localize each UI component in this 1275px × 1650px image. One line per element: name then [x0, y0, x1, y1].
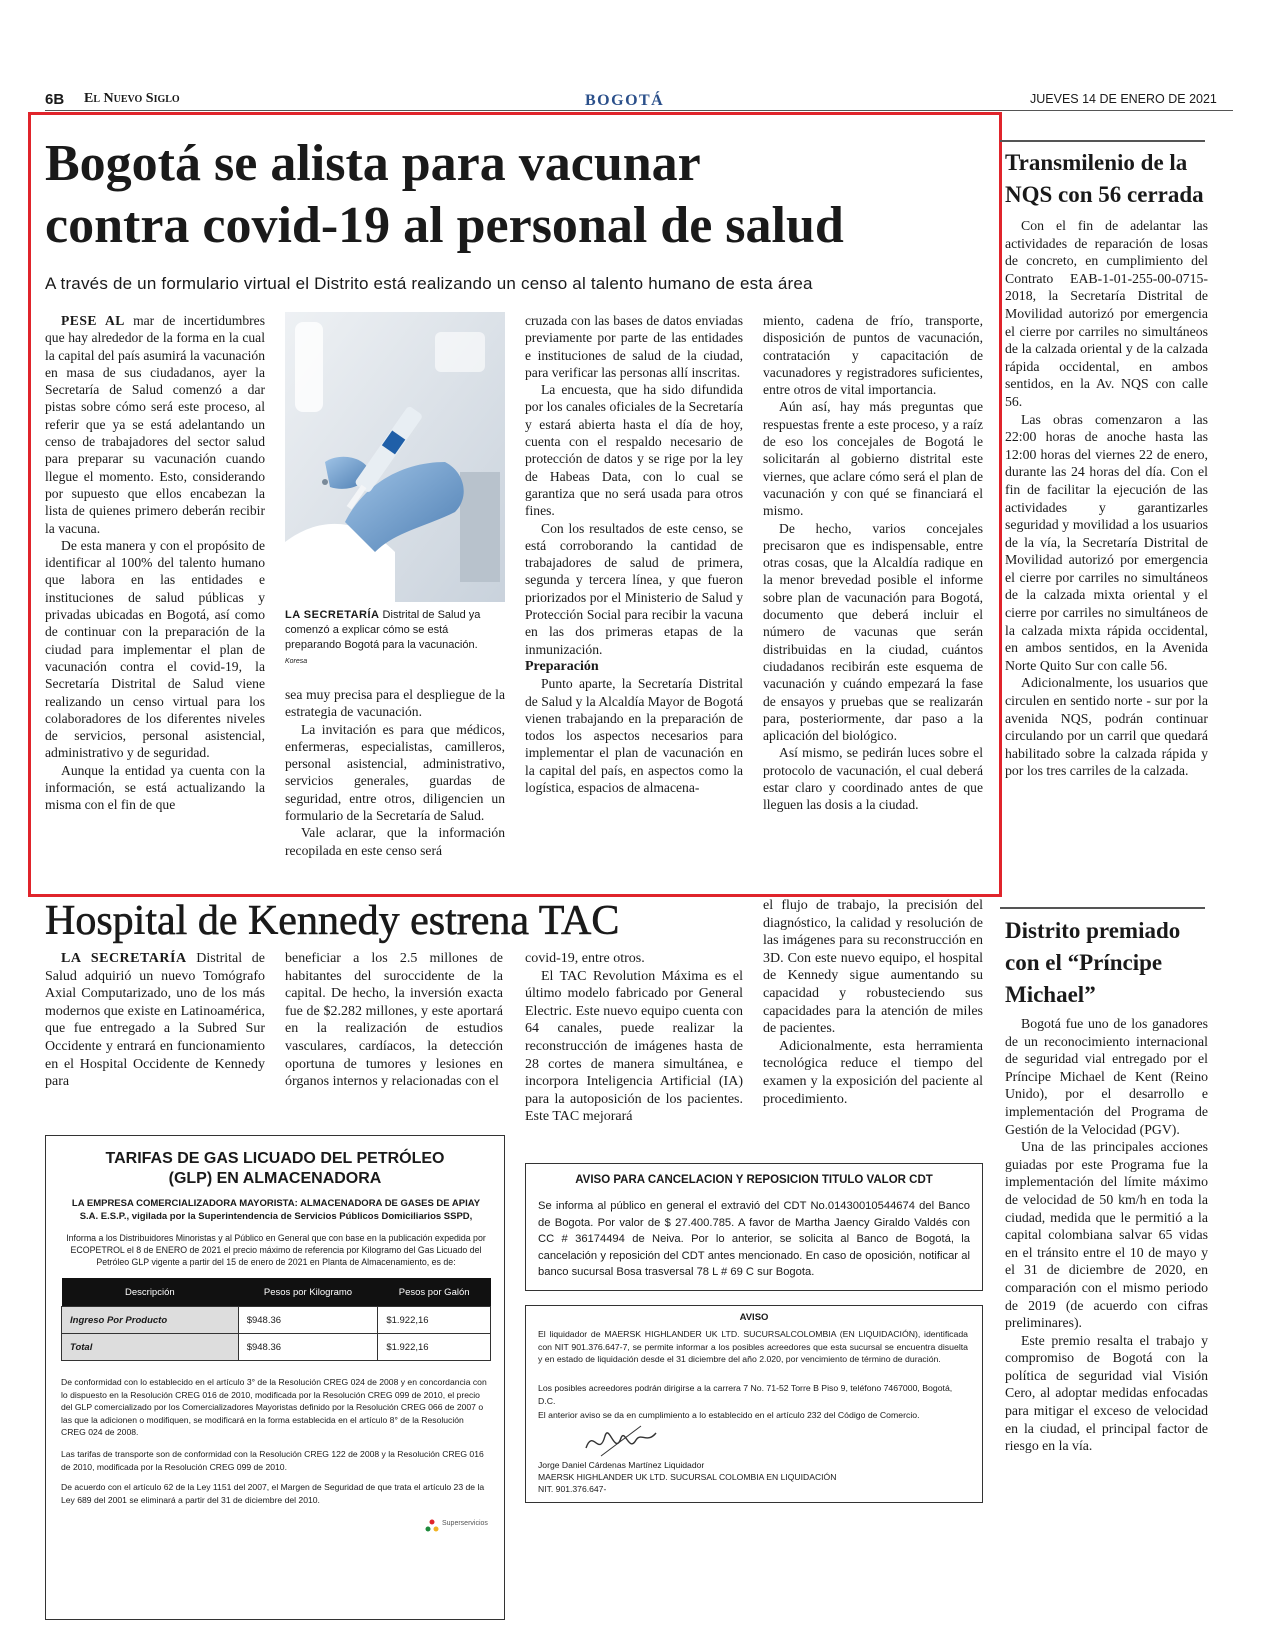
main-headline-line2: contra covid-19 al personal de salud — [45, 197, 844, 254]
cdt-notice — [525, 1163, 983, 1291]
cdt-title: AVISO PARA CANCELACION Y REPOSICION TITULO VALOR CDT — [575, 1174, 933, 1186]
glp-notice — [45, 1135, 505, 1620]
glp-intro: Informa a los Distribuidores Minoristas y al Público en General que con base en la publicación expedida por ECOPETROL el 8 de ENERO de 2021 el precio máximo de referencia por Kilogramo del Gas Licuado del Petróleo GLP vigente a partir del 15 de enero de 2021 en Planta de Almacenamiento, es de: — [66, 1233, 486, 1267]
sidebar1-body: Con el fin de adelantar las actividades de reparación de losas de concreto, en cumplimiento del Contrato EAB-1-01-255-00-0715-2018, la Secretaría Distrital de Movilidad autorizó por emergencia el cierre por carriles no simultáneos de la calzada oriental y de la calzada rápida occidental, en ambos sentidos, en la Av. NQS con calle 56. Las obras comenzaron a las 22:00 horas de anoche hasta las 12:00 horas del viernes 22 de enero, durante las 24 horas del día. Con el fin de facilitar la ejecución de las actividades y garantizarles seguridad y movilidad a los usuarios de la vía, la Secretaría Distrital de Movilidad autorizó por emergencia el cierre por carriles no simultáneos de la calzada mixta oriental y el cierre por carriles no simultáneos de la calzada mixta rápida occidental, en ambos sentidos, en la Avenida Norte Quito Sur con calle 56. Adicionalmente, los usuarios que circulen en sentido norte - sur por la avenida NQS, podrán continuar circulando por un carril que quedará habilitado sobre la calzada rápida y por los tres carriles de la calzada. — [1005, 218, 1208, 779]
main-deck: A través de un formulario virtual el Distrito está realizando un censo al talento humano de esta área — [45, 274, 813, 293]
kennedy-headline: Hospital de Kennedy estrena TAC — [45, 898, 620, 944]
main-headline-line1: Bogotá se alista para vacunar — [45, 135, 701, 192]
glp-price-table — [61, 1278, 491, 1361]
main-col-4: miento, cadena de frío, transporte, disposición de puntos de vacunación, contratación y capacitación de vacunadores y registradores suficientes, entre otros de vital importancia. Aún así, hay más preguntas que respuestas frente a este proceso, y a raíz de eso los concejales de Bogotá le solicitarán al gobierno distrital este viernes, que aclare cómo será el plan de vacunación y con qué se financiará el mismo. De hecho, varios concejales precisaron que es indispensable, entre otras cosas, que la Alcaldía radique en la menor brevedad posible el informe sobre plan de vacunación para Bogotá, documento que deberá incluir el número de vacunas que serán distribuidas en la ciudad, cuántos ciudadanos recibirán este esquema de vacunación y cuándo empezará la fase de ensayos y pruebas que se realizarán para, posteriormente, dar paso a la aplicación del biológico. Así mismo, se pedirán luces sobre el protocolo de vacunación, el cual deberá estar claro y coordinado antes de que lleguen las dosis a la ciudad. — [763, 313, 983, 813]
table-row: Ingreso Por Producto $948.36 $1.922,16 — [62, 1307, 491, 1334]
superservicios-logo: Superservicios — [424, 1514, 494, 1544]
vaccine-photo — [285, 312, 505, 602]
main-col-1: PESE AL mar de incertidumbres que hay alrededor de la forma en la cual la capital del país asumirá la vacunación en masa de sus ciudadanos, ayer la Secretaría de Salud comenzó a dar pistas sobre cómo será este proceso, al referir que ya se está adelantando un censo de trabajadores del sector salud para preparar su vacunación cuando llegue el momento. Esto, considerando por supuesto que ellos encabezan la lista de quienes primero deberán recibir la vacuna. De esta manera y con el propósito de identificar al 100% del talento humano que labora en las entidades e instituciones de salud públicas y privadas ubicadas en Bogotá, así como de continuar con la preparación de la ciudad para implementar el plan de vacunación contra el covid-19, la Secretaría Distrital de Salud viene realizando un censo virtual para los colaboradores de los diferentes niveles de servicios, personal asistencial, administrativo y de seguridad. Aunque la entidad ya cuenta con la información, se está actualizando la misma con el fin de que — [45, 313, 265, 813]
glp-company: LA EMPRESA COMERCIALIZADORA MAYORISTA: ALMACENADORA DE GASES DE APIAY S.A. E.S.P., vigilada por la Superintendencia de Servicios Públicos Domiciliarios SSPD, — [71, 1198, 481, 1222]
signature-scribble — [581, 1418, 661, 1463]
maersk-sig-1: Jorge Daniel Cárdenas Martínez Liquidador — [538, 1460, 705, 1470]
main-col-2: sea muy precisa para el despliegue de la estrategia de vacunación. La invitación es para que médicos, enfermeras, especialistas, camilleros, personal asistencial, administrativo, servicios generales, guardas de seguridad, entre otros, diligencien un formulario de la Secretaría de Salud. Vale aclarar, que la información recopilada en este censo será — [285, 687, 505, 858]
section-label: BOGOTÁ — [585, 92, 665, 109]
glp-footnote-2: Las tarifas de transporte son de conformidad con la Resolución CREG 122 de 2008 y la Resolución CREG 016 de 2010, modificada por la Resolución CREG 099 de 2010. — [61, 1449, 484, 1472]
sidebar1-headline: Transmilenio de la NQS con 56 cerrada — [1005, 150, 1204, 207]
kennedy-col-4: el flujo de trabajo, la precisión del diagnóstico, la calidad y resolución de las imágenes para su reconstrucción en 3D. Con este nuevo equipo, el hospital de Kennedy sigue aumentando su capacidad y robusteciendo sus capacidades para la atención de miles de pacientes. Adicionalmente, esta herramienta tecnológica reduce el tiempo del examen y la exposición del paciente al procedimiento. — [763, 898, 983, 1107]
photo-caption: LA SECRETARÍA Distrital de Salud ya comenzó a explicar cómo se está preparando Bogotá para la vacunación. Koresa — [285, 609, 481, 665]
maersk-sig-2: MAERSK HIGHLANDER UK LTD. SUCURSAL COLOMBIA EN LIQUIDACIÓN — [538, 1472, 837, 1482]
maersk-p1: El liquidador de MAERSK HIGHLANDER UK LTD. SUCURSALCOLOMBIA (EN LIQUIDACIÓN), identificada con NIT 901.376.647-7, se permite informar a los posibles acreedores que esta sucursal se encuentra disuelta y en estado de liquidación desde el 31 diciembre del año 2.020, por vencimiento de término de duración. — [538, 1329, 968, 1365]
sidebar-mid-rule — [1000, 907, 1205, 909]
header-rule — [45, 110, 1233, 111]
cdt-body: Se informa al público en general el extravió del CDT No.01430010544674 del Banco de Bogota. Por valor de $ 27.400.785. A favor de Martha Jaency Giraldo Valdés con CC # 36174494 de Neiva. Por lo anterior, se solicita al Banco de Bogotá, la cancelación y reposición del CDT antes mencionado. En caso de oposición, notificar al banco sucursal Bosa trasversal 78 L # 69 C sur Bogota. — [538, 1200, 970, 1278]
maersk-notice — [525, 1305, 983, 1503]
maersk-p2: Los posibles acreedores podrán dirigirse a la carrera 7 No. 71-52 Torre B Piso 9, teléfono 7467000, Bogotá, D.C. — [538, 1383, 953, 1406]
glp-table-header: Descripción Pesos por Kilogramo Pesos por Galón — [62, 1278, 491, 1307]
glp-title-1: TARIFAS DE GAS LICUADO DEL PETRÓLEO — [105, 1150, 445, 1167]
lead-word: PESE AL — [61, 313, 125, 328]
glp-footnote-1: De conformidad con lo establecido en el artículo 3° de la Resolución CREG 024 de 2008 y en concordancia con lo dispuesto en la Resolución CREG 016 de 2010, modificada por la Resolución CREG 099 de 2010, el precio del GLP comercializado por los Comercializadores Mayoristas definido por la Resolución CREG 066 de 2007 o las que la adicionen o modifiquen, se modificará en la forma establecida en el artículo 8° de la Resolución CREG 024 de 2008. — [61, 1377, 487, 1437]
page-number: 6B — [45, 91, 65, 108]
sidebar2-body: Bogotá fue uno de los ganadores de un reconocimiento internacional de seguridad vial entregado por el Príncipe Michael de Kent (Reino Unido), por el desarrollo e implementación del Programa de Gestión de la Velocidad (PGV). Una de las principales acciones guiadas por este Programa fue la implementación del límite máximo de velocidad de 50 km/h en toda la ciudad, medida que le permitió a la capital colombiana salvar 65 vidas en el tránsito entre el 10 de mayo y el 31 de diciembre de 2020, en comparación con el mismo periodo de 2019 (de acuerdo con cifras preliminares). Este premio resalta el trabajo y compromiso de Bogotá con la política de seguridad vial Visión Cero, al adoptar medidas enfocadas para mitigar el exceso de velocidad en la ciudad, el principal factor de riesgo en la vía. — [1005, 1016, 1208, 1454]
kennedy-col-1: LA SECRETARÍA Distrital de Salud adquirió un nuevo Tomógrafo Axial Computarizado, uno de los más modernos que existe en Latinoamérica, que fue entregado a la Subred Sur Occidente y entrará en funcionamiento en el Hospital Occidente de Kennedy para — [45, 951, 265, 1090]
table-row: Total $948.36 $1.922,16 — [62, 1334, 491, 1361]
sidebar2-headline: Distrito premiado con el “Príncipe Michael” — [1005, 918, 1181, 1007]
paper-name: El Nuevo Siglo — [84, 91, 180, 106]
preparacion-subhead: Preparación — [525, 658, 599, 674]
kennedy-col-3: covid-19, entre otros. El TAC Revolution Máxima es el último modelo fabricado por General Electric. Este nuevo equipo cuenta con 64 canales, puede realizar la reconstrucción de imágenes hasta de 28 cortes de manera simultánea, e incorpora Inteligencia Artificial (IA) para la autoposición de los pacientes. Este TAC mejorará — [525, 951, 743, 1125]
photo-credit: Koresa — [285, 658, 308, 665]
main-col-3: cruzada con las bases de datos enviadas previamente por parte de las entidades e instituciones de salud de la ciudad, para verificar las personas allí inscritas. La encuesta, que ha sido difundida por los canales oficiales de la Secretaría y estará abierta hasta el día de hoy, cuenta con el respaldo necesario de protección de datos y se rige por la ley de Habeas Data, con lo cual se garantiza que no será usada para otros fines. Con los resultados de este censo, se está corroborando la cantidad de trabajadores de salud de primera, segunda y tercera línea, y que fueron priorizados por el Ministerio de Salud y Protección Social para recibir la vacuna en las dos primeras etapas de la inmunización. Preparación Punto aparte, la Secretaría Distrital de Salud y la Alcaldía Mayor de Bogotá vienen trabajando en la preparación de todos los aspectos necesarios para implementar el plan de vacunación en la capital del país, en aspectos como la logística, espacios de almacena- — [525, 313, 743, 796]
sidebar-top-rule — [1000, 140, 1205, 142]
glp-title-2: (GLP) EN ALMACENADORA — [168, 1170, 382, 1187]
maersk-title: AVISO — [739, 1312, 769, 1323]
kennedy-col-2: beneficiar a los 2.5 millones de habitantes del suroccidente de la capital. De hecho, la inversión exacta fue de $2.282 millones, y este aportará en la realización de estudios vasculares, cardíacos, la detección oportuna de tumores y lesiones en órganos internos y relacionadas con el — [285, 951, 503, 1090]
maersk-p3: El anterior aviso se da en cumplimiento a lo establecido en el artículo 232 del Código de Comercio. — [538, 1410, 920, 1420]
maersk-sig-3: NIT. 901.376.647- — [538, 1484, 607, 1494]
issue-date: JUEVES 14 DE ENERO DE 2021 — [1030, 92, 1217, 106]
glp-footnote-3: De acuerdo con el artículo 62 de la Ley 1151 del 2007, el Margen de Seguridad de que trata el artículo 23 de la Ley 689 del 2001 se eliminará a partir del 31 de diciembre del 2010. — [61, 1482, 485, 1505]
